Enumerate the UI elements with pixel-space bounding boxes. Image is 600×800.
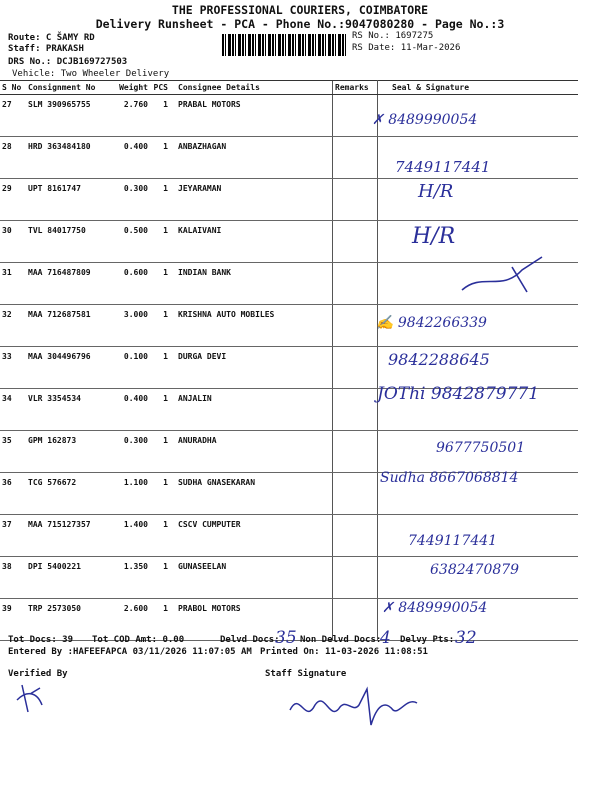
- rs-date: RS Date: 11-Mar-2026: [352, 43, 461, 53]
- staff-label: Staff: PRAKASH: [8, 44, 84, 54]
- cell-weight: 2.600: [108, 599, 150, 641]
- cell-consignee: DURGA DEVI: [170, 347, 333, 389]
- col-consignee: Consignee Details: [170, 81, 333, 95]
- cell-consignment: TCG 576672: [26, 473, 108, 515]
- handwritten-sign-28: 7449117441: [395, 158, 491, 176]
- total-docs: Tot Docs: 39: [8, 635, 74, 645]
- runsheet-subtitle: Delivery Runsheet - PCA - Phone No.:9047080280 - Page No.:3: [95, 17, 505, 31]
- handwritten-sign-39: ✗ 8489990054: [382, 600, 488, 616]
- cell-remarks: [333, 221, 378, 263]
- cell-consignment: MAA 716487809: [26, 263, 108, 305]
- cell-sno: 34: [0, 389, 26, 431]
- cell-weight: 0.300: [108, 179, 150, 221]
- company-title: THE PROFESSIONAL COURIERS, COIMBATORE: [171, 3, 429, 17]
- handwritten-sign-30: H/R: [412, 224, 456, 249]
- cell-sno: 32: [0, 305, 26, 347]
- col-signature: Seal & Signature: [378, 81, 579, 95]
- cell-remarks: [333, 557, 378, 599]
- cell-pcs: 1: [150, 515, 170, 557]
- cell-consignment: VLR 3354534: [26, 389, 108, 431]
- cell-sno: 33: [0, 347, 26, 389]
- cell-consignee: JEYARAMAN: [170, 179, 333, 221]
- cell-consignee: ANURADHA: [170, 431, 333, 473]
- cell-weight: 0.300: [108, 431, 150, 473]
- cell-sno: 27: [0, 95, 26, 137]
- cell-remarks: [333, 347, 378, 389]
- cell-consignment: UPT 8161747: [26, 179, 108, 221]
- cell-consignment: SLM 390965755: [26, 95, 108, 137]
- cell-remarks: [333, 95, 378, 137]
- handwritten-sign-33: 9842288645: [388, 350, 490, 369]
- handwritten-sign-29: H/R: [418, 181, 454, 202]
- cell-sno: 38: [0, 557, 26, 599]
- cell-pcs: 1: [150, 599, 170, 641]
- cell-weight: 3.000: [108, 305, 150, 347]
- cell-remarks: [333, 473, 378, 515]
- drs-number: DRS No.: DCJB169727503: [8, 57, 128, 67]
- table-row: [0, 95, 578, 137]
- cell-sno: 28: [0, 137, 26, 179]
- handwritten-sign-27: ✗ 8489990054: [372, 112, 478, 128]
- cell-weight: 0.500: [108, 221, 150, 263]
- handwritten-sign-37: 7449117441: [408, 533, 498, 549]
- cell-weight: 1.100: [108, 473, 150, 515]
- cell-consignment: MAA 712687581: [26, 305, 108, 347]
- delivered-docs-label: Delvd Docs:: [220, 635, 280, 645]
- cell-consignee: SUDHA GNASEKARAN: [170, 473, 333, 515]
- staff-signature: [285, 685, 425, 730]
- cell-sno: 35: [0, 431, 26, 473]
- cell-sno: 37: [0, 515, 26, 557]
- cell-pcs: 1: [150, 137, 170, 179]
- table-header-row: [0, 81, 578, 95]
- col-consignment: Consignment No: [26, 81, 108, 95]
- cell-consignment: TVL 84017750: [26, 221, 108, 263]
- printed-on: Printed On: 11-03-2026 11:08:51: [260, 647, 428, 657]
- delivery-points-value: 32: [455, 628, 477, 648]
- table-row: [0, 347, 578, 389]
- cell-consignee: INDIAN BANK: [170, 263, 333, 305]
- cell-sno: 39: [0, 599, 26, 641]
- cell-pcs: 1: [150, 557, 170, 599]
- handwritten-sign-35: 9677750501: [436, 440, 526, 456]
- cell-consignment: MAA 715127357: [26, 515, 108, 557]
- cell-consignee: CSCV CUMPUTER: [170, 515, 333, 557]
- col-remarks: Remarks: [333, 81, 378, 95]
- runsheet-table: [0, 80, 578, 641]
- col-pcs: PCS: [150, 81, 170, 95]
- staff-signature-label: Staff Signature: [265, 669, 347, 679]
- total-cod: Tot COD Amt: 0.00: [92, 635, 185, 645]
- col-weight: Weight: [108, 81, 150, 95]
- cell-pcs: 1: [150, 95, 170, 137]
- handwritten-sign-32: ✍ 9842266339: [376, 315, 487, 331]
- col-sno: S No: [0, 81, 26, 95]
- cell-weight: 1.350: [108, 557, 150, 599]
- non-delivered-label: Non Delvd Docs:: [300, 635, 382, 645]
- rs-number: RS No.: 1697275: [352, 31, 434, 41]
- cell-pcs: 1: [150, 221, 170, 263]
- cell-remarks: [333, 263, 378, 305]
- cell-remarks: [333, 515, 378, 557]
- handwritten-sign-34: JOThi 9842879771: [377, 384, 540, 404]
- cell-signature: [378, 179, 579, 221]
- cell-weight: 1.400: [108, 515, 150, 557]
- cell-consignment: GPM 162873: [26, 431, 108, 473]
- entered-by: Entered By :HAFEEFAPCA 03/11/2026 11:07:05 AM: [8, 647, 252, 657]
- cell-consignment: HRD 363484180: [26, 137, 108, 179]
- cell-weight: 0.400: [108, 389, 150, 431]
- cell-sno: 36: [0, 473, 26, 515]
- cell-consignment: TRP 2573050: [26, 599, 108, 641]
- table-row: [0, 179, 578, 221]
- handwritten-sign-31: [452, 252, 552, 297]
- cell-weight: 0.100: [108, 347, 150, 389]
- cell-pcs: 1: [150, 389, 170, 431]
- cell-remarks: [333, 431, 378, 473]
- verifier-signature: [12, 680, 52, 715]
- cell-weight: 0.600: [108, 263, 150, 305]
- cell-consignment: MAA 304496796: [26, 347, 108, 389]
- non-delivered-value: 4: [380, 628, 391, 648]
- cell-sno: 31: [0, 263, 26, 305]
- cell-consignee: GUNASEELAN: [170, 557, 333, 599]
- table-row: [0, 305, 578, 347]
- cell-pcs: 1: [150, 473, 170, 515]
- cell-sno: 29: [0, 179, 26, 221]
- handwritten-sign-38: 6382470879: [430, 562, 520, 578]
- delivered-docs-value: 35: [275, 628, 297, 648]
- cell-remarks: [333, 137, 378, 179]
- delivery-points-label: Delvy Pts:: [400, 635, 455, 645]
- cell-remarks: [333, 179, 378, 221]
- cell-consignment: DPI 5400221: [26, 557, 108, 599]
- cell-consignee: ANBAZHAGAN: [170, 137, 333, 179]
- verified-by-label: Verified By: [8, 669, 68, 679]
- cell-consignee: KALAIVANI: [170, 221, 333, 263]
- cell-pcs: 1: [150, 179, 170, 221]
- cell-pcs: 1: [150, 263, 170, 305]
- cell-consignee: PRABAL MOTORS: [170, 95, 333, 137]
- cell-consignee: ANJALIN: [170, 389, 333, 431]
- cell-consignee: PRABOL MOTORS: [170, 599, 333, 641]
- table-row: [0, 137, 578, 179]
- handwritten-sign-36: Sudha 8667068814: [380, 470, 519, 486]
- cell-pcs: 1: [150, 305, 170, 347]
- cell-pcs: 1: [150, 347, 170, 389]
- cell-consignee: KRISHNA AUTO MOBILES: [170, 305, 333, 347]
- vehicle-label: Vehicle: Two Wheeler Delivery: [12, 69, 170, 79]
- cell-weight: 2.760: [108, 95, 150, 137]
- cell-remarks: [333, 389, 378, 431]
- barcode: [222, 34, 348, 56]
- cell-remarks: [333, 305, 378, 347]
- cell-sno: 30: [0, 221, 26, 263]
- cell-weight: 0.400: [108, 137, 150, 179]
- route-label: Route: C ŠAMY RD: [8, 33, 95, 43]
- cell-pcs: 1: [150, 431, 170, 473]
